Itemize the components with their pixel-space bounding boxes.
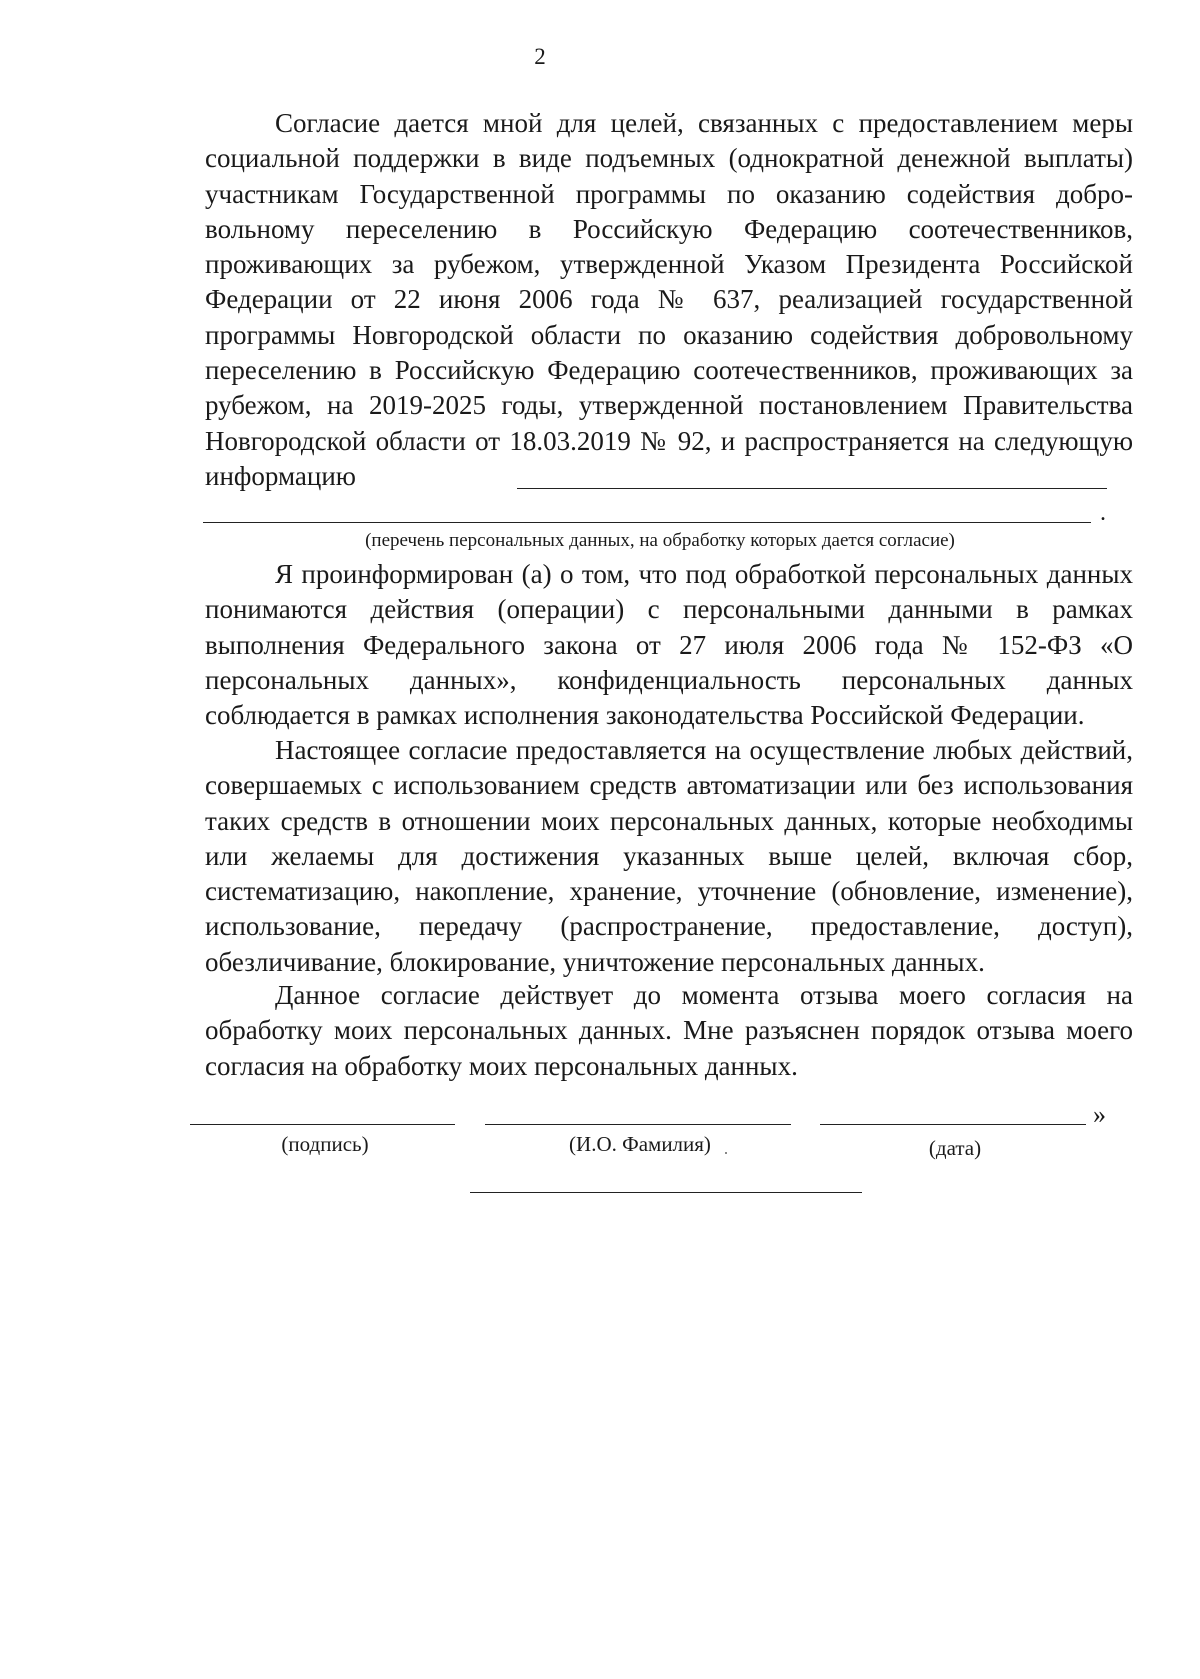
- signature-line[interactable]: [190, 1124, 455, 1125]
- name-line[interactable]: [485, 1124, 791, 1125]
- personal-data-caption: (перечень персональных данных, на обработку которых дается согласие): [365, 530, 955, 551]
- date-line[interactable]: [820, 1124, 1086, 1125]
- paragraph-processing-info: [205, 557, 1133, 733]
- paragraph-text: Данное согласие действует до момента отзыва моего согласия на обработку моих персональных данных. Мне разъяснен порядок отзыва моего согласия на обработку моих персональных данных.: [205, 980, 1133, 1081]
- personal-data-fill-line-2[interactable]: [203, 522, 1091, 523]
- paragraph-consent-validity: [205, 978, 1133, 1084]
- paragraph-consent-purpose: [205, 106, 1133, 494]
- paragraph-consent-scope: [205, 733, 1133, 980]
- page-number: 2: [534, 44, 546, 69]
- date-closing-quote: »: [1093, 1100, 1106, 1129]
- personal-data-fill-line-1[interactable]: [517, 488, 1107, 489]
- bottom-line[interactable]: [470, 1192, 862, 1193]
- date-label: (дата): [928, 1136, 982, 1160]
- scan-speck: [725, 1152, 727, 1154]
- name-label: (И.О. Фамилия): [569, 1132, 711, 1156]
- paragraph-text: Я проинформирован (а) о том, что под обработкой персональных данных понимаются действия (операции) с персональными данными в рамках выполнения Федерального закона от 27 июля 2006 года № 152-ФЗ «О персональных данных», конфиденциальность персональных данных соблюдается в рамках исполнения законодательства Российской Федерации.: [205, 559, 1133, 731]
- paragraph-text: Настоящее согласие предоставляется на осуществление любых действий, совершаемых с использованием средств автоматизации или без использования таких средств в отношении моих персональных данных, которые необходимы или желаемы для достижения указанных выше целей, включая сбор, систематизацию, накопление, хранение, уточнение (обновление, изменение), использование, передачу (распространение, предоставление, доступ), обезличивание, блокирование, уничтожение персональных данных.: [205, 735, 1133, 977]
- fill-line-period: .: [1100, 500, 1106, 526]
- paragraph-text: Согласие дается мной для целей, связанных с предоставлением меры социальной поддержки в виде подъемных (однократной денежной выплаты) участникам Государственной программы по оказанию содействия добровольному переселению в Российскую Федерацию соотечественников, проживающих за рубежом, утвержденной Указом Президента Российской Федерации от 22 июня 2006 года № 637, реализацией государственной программы Новгородской области по оказанию содействия добровольному переселению в Российскую Федерацию соотечественников, проживающих за рубежом, на 2019-2025 годы, утвержденной постановлением Правительства Новгородской области от 18.03.2019 № 92, и распространяется на следующую информацию: [205, 108, 1133, 491]
- signature-label: (подпись): [281, 1132, 369, 1156]
